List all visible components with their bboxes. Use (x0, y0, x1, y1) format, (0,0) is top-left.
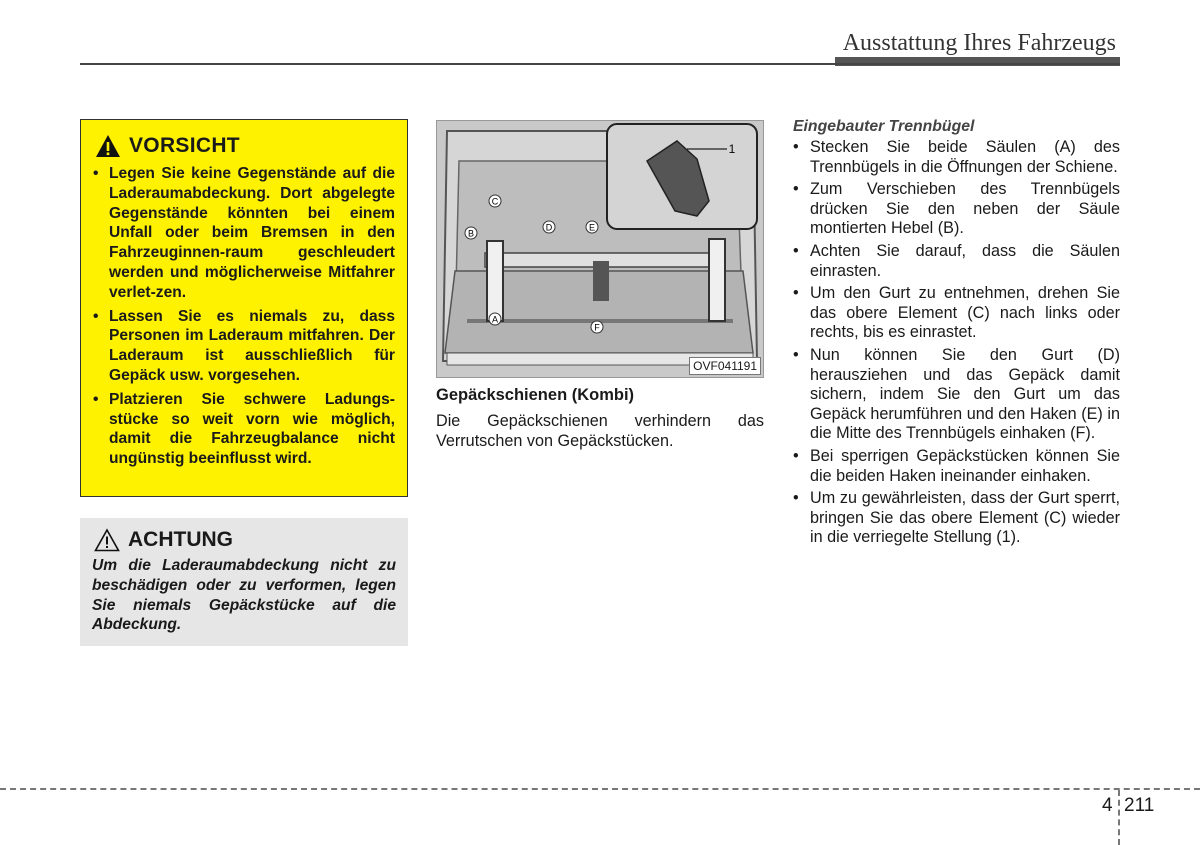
caution-item: • Platzieren Sie schwere Ladungs-stücke so weit vorn wie möglich, damit die Fahrzeugbalance nicht ungünstig beeinflusst wird. (91, 390, 395, 469)
caution-title: VORSICHT (129, 134, 240, 157)
instruction-item: • Nun können Sie den Gurt (D) herausziehen und das Gepäck damit sichern, indem Sie den Gurt um das Gepäck herumführen und den Haken (E) in die Mitte des Trennbügels einhaken (F). (793, 346, 1120, 444)
instruction-item: • Um den Gurt zu entnehmen, drehen Sie das obere Element (C) nach links oder rechts, bis es einrastet. (793, 284, 1120, 343)
callout-f: F (594, 322, 600, 333)
callout-e: E (588, 222, 596, 233)
warning-outline-triangle-icon (94, 528, 120, 552)
instruction-item: • Bei sperrigen Gepäckstücken können Sie die beiden Haken ineinander einhaken. (793, 447, 1120, 486)
instruction-list (793, 138, 1120, 548)
cargo-area-drawing (437, 121, 763, 377)
notice-title: ACHTUNG (128, 528, 233, 551)
figure-code: OVF041191 (689, 357, 761, 375)
callout-a: A (491, 314, 499, 325)
subheading: Eingebauter Trennbügel (793, 118, 975, 135)
page-number: 211 (1124, 795, 1155, 816)
caution-heading (95, 134, 395, 158)
section-text: Die Gepäckschienen verhindern das Verrutschen von Gepäckstücken. (436, 412, 764, 450)
notice-text: Um die Laderaumabdeckung nicht zu beschädigen oder zu verformen, legen Sie niemals Gepäckstücke auf die Abdeckung. (92, 557, 396, 634)
callout-d: D (545, 222, 553, 233)
running-header: Ausstattung Ihres Fahrzeugs (842, 30, 1116, 56)
caution-box (80, 119, 408, 497)
instruction-item: • Achten Sie darauf, dass die Säulen einrasten. (793, 242, 1120, 281)
section-title: Gepäckschienen (Kombi) (436, 386, 635, 404)
callout-c: C (491, 196, 499, 207)
callout-b: B (467, 228, 475, 239)
footer-vertical-dash (1118, 790, 1120, 845)
chapter-number: 4 (1102, 795, 1113, 816)
header-rule (80, 63, 1120, 65)
inset-label: 1 (728, 142, 736, 156)
instruction-item: • Stecken Sie beide Säulen (A) des Trennbügels in die Öffnungen der Schiene. (793, 138, 1120, 177)
instruction-item: • Zum Verschieben des Trennbügels drücken Sie den neben der Säule montierten Hebel (B). (793, 180, 1120, 239)
instructions-column (793, 118, 1120, 551)
caution-item: • Legen Sie keine Gegenstände auf die Laderaumabdeckung. Dort abgelegte Gegenstände könnten bei einem Unfall oder beim Bremsen in den Fahrzeuginnen-raum geschleudert werden und möglicherweise Mitfahrer verlet-zen. (91, 164, 395, 303)
footer-dashed-rule (0, 788, 1200, 790)
caution-item: • Lassen Sie es niemals zu, dass Personen im Laderaum mitfahren. Der Laderaum ist ausschließlich für Gepäck usw. vorgesehen. (91, 307, 395, 386)
warning-triangle-icon (95, 134, 121, 158)
notice-heading (94, 528, 396, 552)
caution-list (91, 164, 395, 469)
notice-box (80, 518, 408, 646)
instruction-item: • Um zu gewährleisten, dass der Gurt sperrt, bringen Sie das obere Element (C) wieder in die verriegelte Stellung (1). (793, 489, 1120, 548)
luggage-rail-illustration (436, 120, 764, 378)
